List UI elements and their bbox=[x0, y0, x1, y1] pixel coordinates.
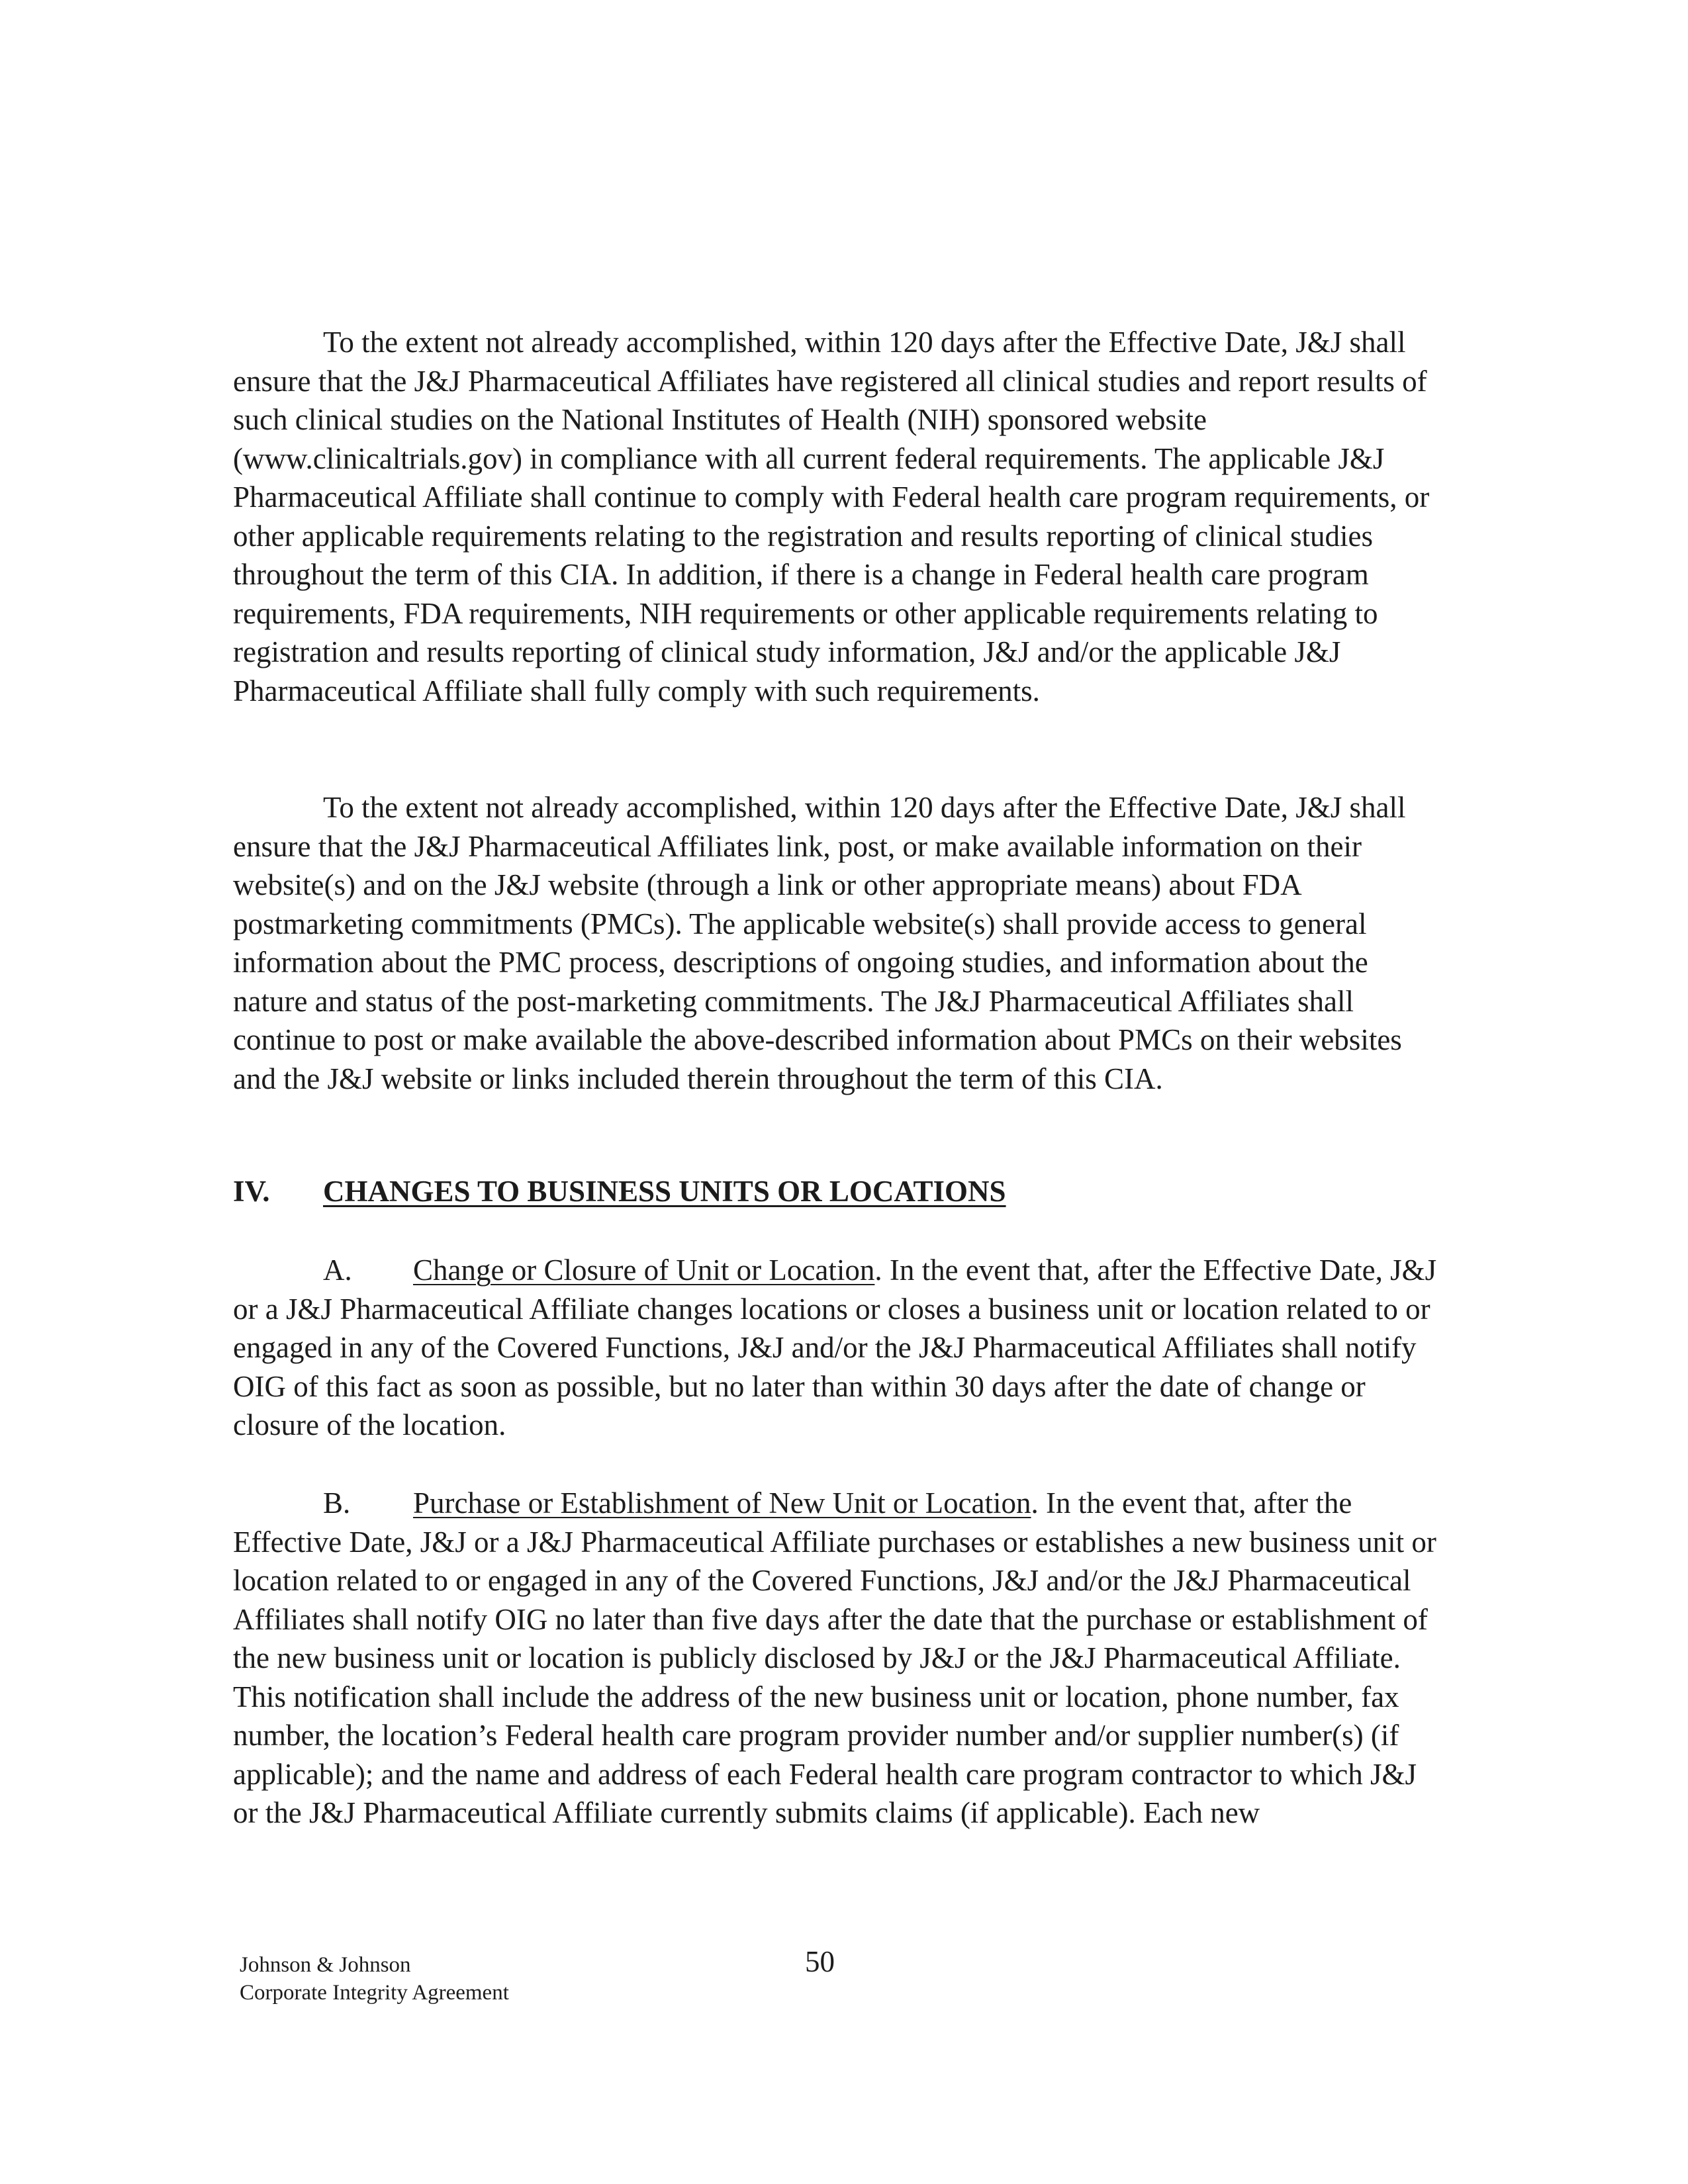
footer-document-title: Corporate Integrity Agreement bbox=[240, 1981, 509, 2005]
subsection-b-body: . In the event that, after the Effective Date, J&J or a J&J Pharmaceutical Affiliate purchases or establishes a new business unit or location related to or engaged in any of the Covered Functions, J&J and/or the J&J Pharmaceutical Affiliates shall notify OIG no later than five days after the date that the purchase or establishment of the new business unit or location is publicly disclosed by J&J or the J&J Pharmaceutical Affiliate. This notification shall include the address of the new business unit or location, phone number, fax number, the location’s Federal health care program provider number and/or supplier number(s) (if applicable); and the name and address of each Federal health care program contractor to which J&J or the J&J Pharmaceutical Affiliate currently submits claims (if applicable). Each new bbox=[233, 1486, 1436, 1829]
subsection-a-letter: A. bbox=[323, 1253, 352, 1287]
footer-document-info bbox=[240, 1951, 509, 2007]
section-title: CHANGES TO BUSINESS UNITS OR LOCATIONS bbox=[323, 1175, 1006, 1208]
subsection-b bbox=[233, 1484, 1438, 1833]
section-number: IV. bbox=[233, 1175, 270, 1208]
subsection-a bbox=[233, 1251, 1438, 1445]
page-number: 50 bbox=[805, 1945, 835, 1978]
subsection-a-body: . In the event that, after the Effective Date, J&J or a J&J Pharmaceutical Affiliate changes locations or closes a business unit or location related to or engaged in any of the Covered Functions, J&J and/or the J&J Pharmaceutical Affiliates shall notify OIG of this fact as soon as possible, but no later than within 30 days after the date of change or closure of the location. bbox=[233, 1253, 1437, 1441]
subsection-b-title: Purchase or Establishment of New Unit or Location bbox=[413, 1486, 1031, 1520]
subsection-a-title: Change or Closure of Unit or Location bbox=[413, 1253, 875, 1287]
footer-company: Johnson & Johnson bbox=[240, 1953, 411, 1977]
section-heading bbox=[233, 1172, 1006, 1210]
subsection-b-letter: B. bbox=[323, 1486, 351, 1520]
paragraph-clinical-studies-registration: To the extent not already accomplished, within 120 days after the Effective Date, J&J shall ensure that the J&J Pharmaceutical Affiliates have registered all clinical studies and report results of such clinical studies on the National Institutes of Health (NIH) sponsored website (www.clinicaltrials.gov) in compliance with all current federal requirements. The applicable J&J Pharmaceutical Affiliate shall continue to comply with Federal health care program requirements, or other applicable requirements relating to the registration and results reporting of clinical studies throughout the term of this CIA. In addition, if there is a change in Federal health care program requirements, FDA requirements, NIH requirements or other applicable requirements relating to registration and results reporting of clinical study information, J&J and/or the applicable J&J Pharmaceutical Affiliate shall fully comply with such requirements. bbox=[233, 326, 1430, 707]
paragraph-postmarketing-commitments: To the extent not already accomplished, within 120 days after the Effective Date, J&J shall ensure that the J&J Pharmaceutical Affiliates link, post, or make available information on their website(s) and on the J&J website (through a link or other appropriate means) about FDA postmarketing commitments (PMCs). The applicable website(s) shall provide access to general information about the PMC process, descriptions of ongoing studies, and information about the nature and status of the post-marketing commitments. The J&J Pharmaceutical Affiliates shall continue to post or make available the above-described information about PMCs on their websites and the J&J website or links included therein throughout the term of this CIA. bbox=[233, 791, 1406, 1095]
